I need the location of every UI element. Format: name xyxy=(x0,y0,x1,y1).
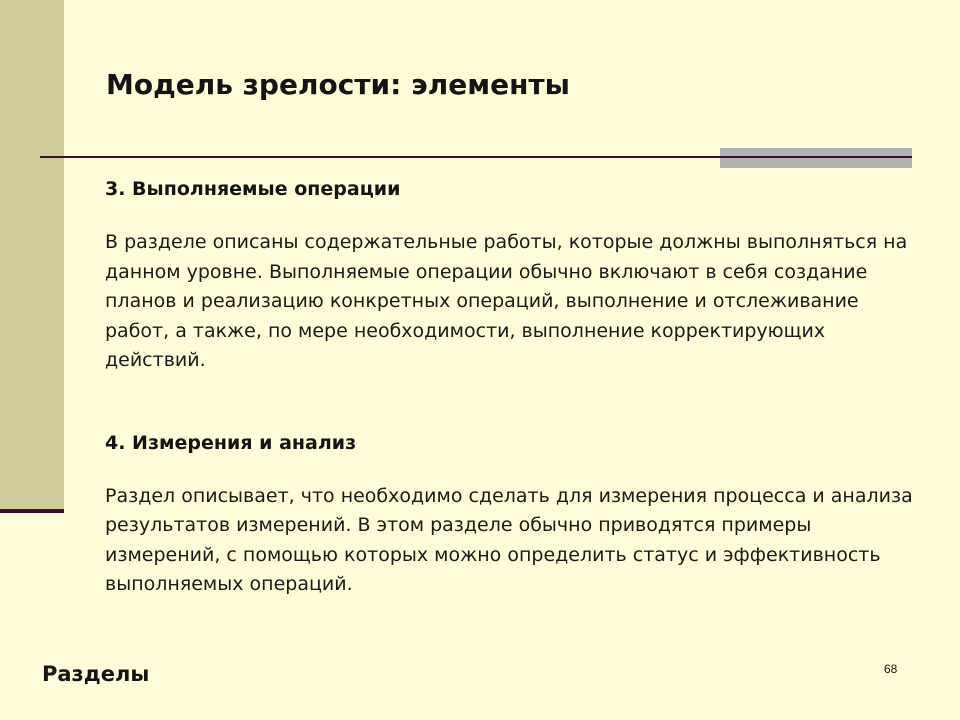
title-accent-bar xyxy=(720,148,912,168)
title-accent-line xyxy=(720,156,912,158)
left-decorative-rule xyxy=(0,509,64,513)
section-heading: 4. Измерения и анализ xyxy=(105,431,357,454)
slide-title: Модель зрелости: элементы xyxy=(106,68,570,101)
section-text: В разделе описаны содержательные работы, которые должны выполняться на данном уровне. Выполняемые операции обычно включают в себя создание планов и реализацию конкретных операций, выполнение и отслеживание работ, а также, по мере необходимости, выполнение корректирующих действий. xyxy=(105,231,908,371)
section-performed-operations xyxy=(105,174,920,376)
slide-content xyxy=(105,174,920,600)
section-text: Раздел описывает, что необходимо сделать для измерения процесса и анализа результатов измерений. В этом разделе обычно приводятся примеры измерений, с помощью которых можно определить статус и эффективность выполняемых операций. xyxy=(105,484,913,595)
section-heading: 3. Выполняемые операции xyxy=(105,178,401,200)
page-number: 68 xyxy=(884,662,898,676)
footer-label: Разделы xyxy=(42,662,150,686)
left-decorative-band xyxy=(0,0,64,512)
section-measurement-analysis xyxy=(105,428,920,600)
